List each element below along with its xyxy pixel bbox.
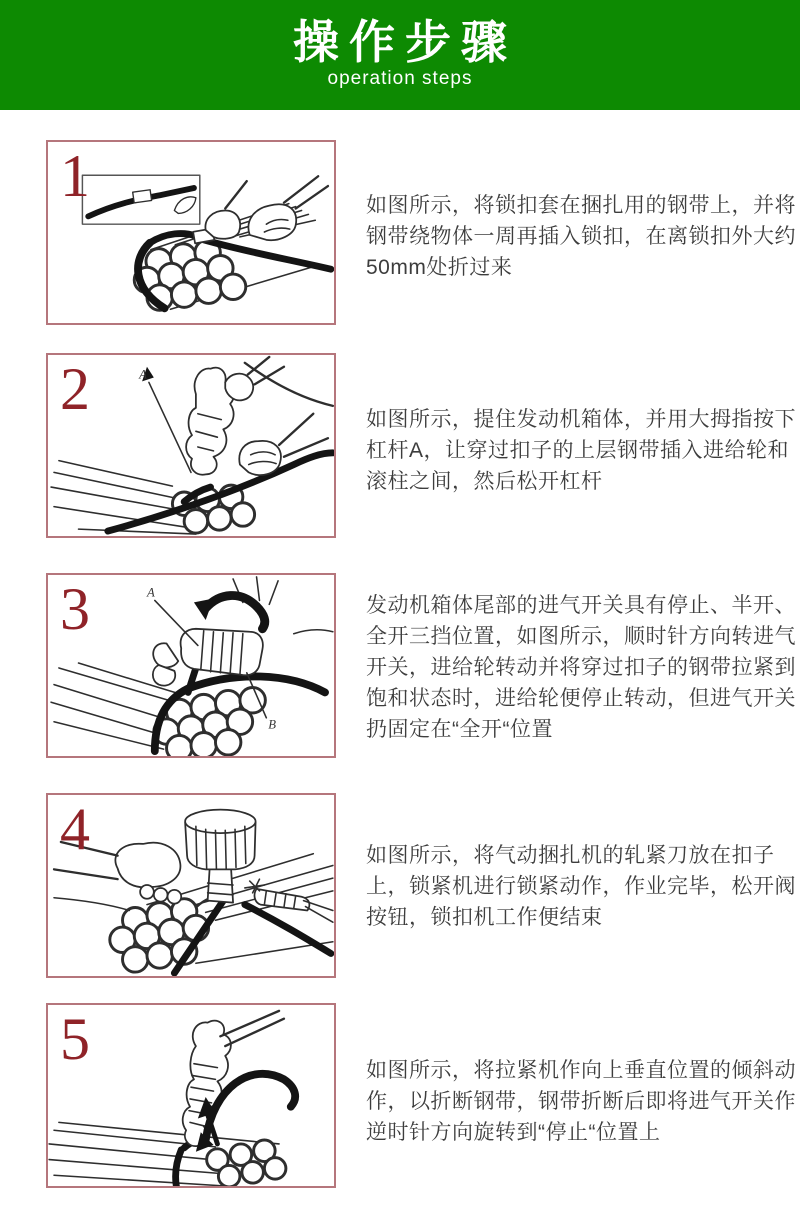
step-2-box	[46, 353, 336, 538]
step-5-box	[46, 1003, 336, 1188]
step-3-number: 3	[60, 576, 90, 642]
step-3-description: 发动机箱体尾部的进气开关具有停止、半开、全开三挡位置，如图所示，顺时针方向转进气开关，进给轮转动并将穿过扣子的钢带拉紧到饱和状态时，进给轮便停止转动，但进气开关扔固定在“全开“位置	[366, 594, 796, 741]
step-2-illustration	[48, 355, 334, 536]
page-header	[0, 0, 800, 110]
step-1-box	[46, 140, 336, 325]
step-4-illustration	[48, 795, 334, 976]
step-3-illustration	[48, 575, 334, 756]
step-1-number: 1	[60, 143, 90, 209]
step-1-illustration	[48, 142, 334, 323]
step-3-figure-label-b: B	[268, 717, 277, 732]
page-subtitle: operation steps	[327, 68, 473, 89]
step-4-box	[46, 793, 336, 978]
step-5-illustration	[48, 1005, 334, 1186]
step-2-number: 2	[60, 356, 90, 422]
step-4-description: 如图所示，将气动捆扎机的轧紧刀放在扣子上，锁紧机进行锁紧动作，作业完毕，松开阀按钮，锁扣机工作便结束	[366, 844, 796, 929]
step-1-description: 如图所示，将锁扣套在捆扎用的钢带上，并将钢带绕物体一周再插入锁扣，在离锁扣外大约50mm处折过来	[366, 194, 796, 279]
step-5-description: 如图所示，将拉紧机作向上垂直位置的倾斜动作，以折断钢带，钢带折断后即将进气开关作逆时针方向旋转到“停止“位置上	[366, 1059, 796, 1144]
step-3-box	[46, 573, 336, 758]
step-2-figure-label-a: A	[139, 367, 147, 382]
page-title: 操作步骤	[293, 16, 517, 68]
step-5-number: 5	[60, 1006, 90, 1072]
step-2-description: 如图所示，提住发动机箱体，并用大拇指按下杠杆A，让穿过扣子的上层钢带插入进给轮和滚柱之间，然后松开杠杆	[366, 408, 796, 493]
step-4-number: 4	[60, 796, 90, 862]
step-3-figure-label-a: A	[146, 585, 155, 600]
